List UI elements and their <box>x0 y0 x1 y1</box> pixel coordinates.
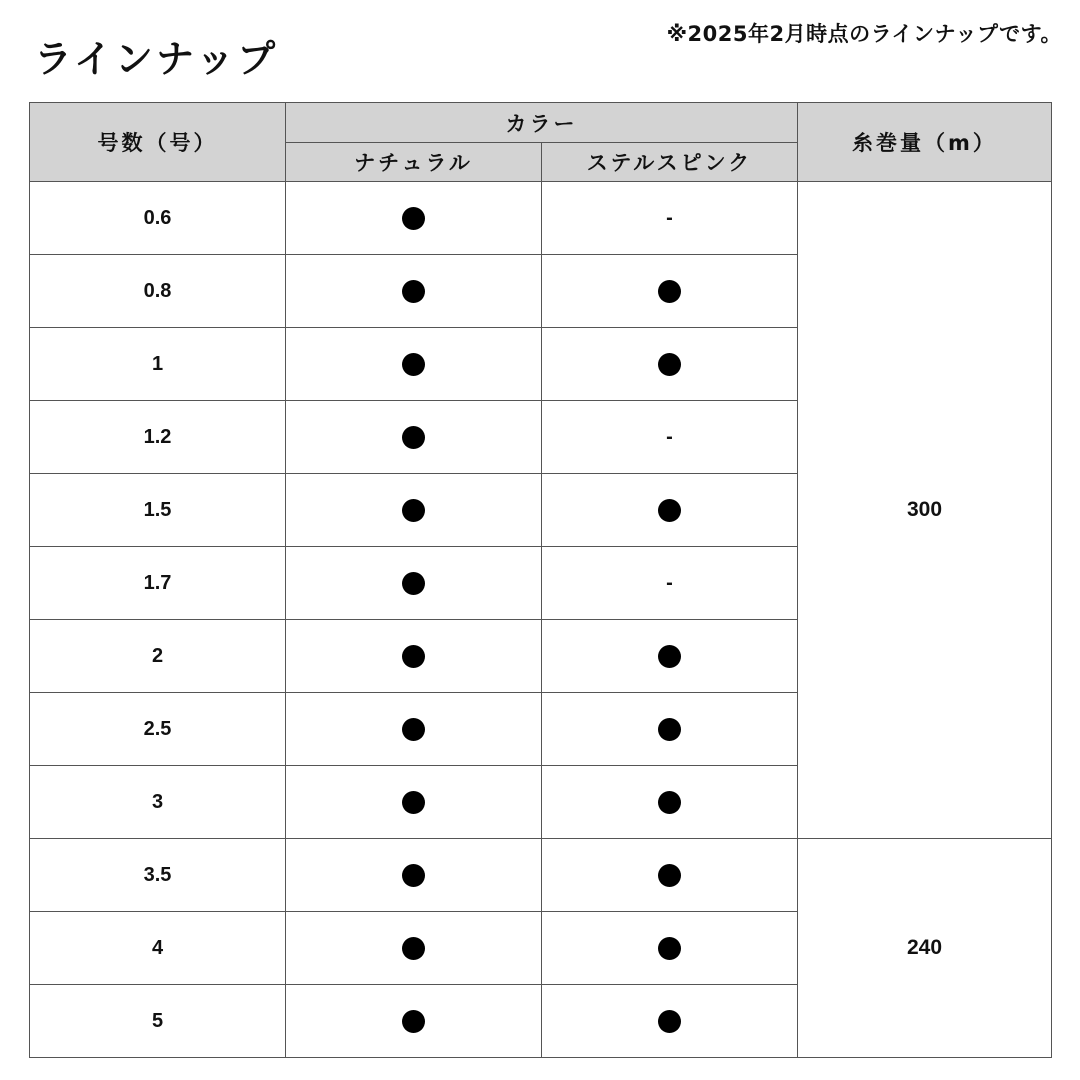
available-dot-icon <box>402 280 425 303</box>
availability-natural-cell <box>286 620 542 693</box>
availability-natural-cell <box>286 766 542 839</box>
availability-natural-cell <box>286 547 542 620</box>
table-row <box>30 182 1052 255</box>
availability-natural-cell <box>286 474 542 547</box>
available-dot-icon <box>402 353 425 376</box>
header-size: 号数（号） <box>30 103 286 182</box>
available-dot-icon <box>402 207 425 230</box>
unavailable-dash: - <box>666 206 673 229</box>
page-title: ラインナップ <box>34 37 279 81</box>
size-cell: 1.2 <box>30 401 286 474</box>
header-color-group: カラー <box>286 103 798 143</box>
size-cell: 1.5 <box>30 474 286 547</box>
availability-stealth-pink-cell <box>542 985 798 1058</box>
header-color-stealth-pink: ステルスピンク <box>542 143 798 182</box>
availability-natural-cell <box>286 693 542 766</box>
availability-stealth-pink-cell <box>542 912 798 985</box>
availability-stealth-pink-cell <box>542 766 798 839</box>
available-dot-icon <box>402 718 425 741</box>
availability-stealth-pink-cell <box>542 328 798 401</box>
size-cell: 3 <box>30 766 286 839</box>
size-cell: 4 <box>30 912 286 985</box>
header-length: 糸巻量（m） <box>798 103 1052 182</box>
available-dot-icon <box>658 1010 681 1033</box>
availability-natural-cell <box>286 328 542 401</box>
available-dot-icon <box>402 791 425 814</box>
availability-stealth-pink-cell <box>542 693 798 766</box>
availability-natural-cell <box>286 401 542 474</box>
table-row <box>30 839 1052 912</box>
available-dot-icon <box>402 426 425 449</box>
availability-stealth-pink-cell <box>542 182 798 255</box>
availability-natural-cell <box>286 912 542 985</box>
availability-natural-cell <box>286 985 542 1058</box>
available-dot-icon <box>402 499 425 522</box>
size-cell: 5 <box>30 985 286 1058</box>
available-dot-icon <box>402 937 425 960</box>
available-dot-icon <box>402 645 425 668</box>
available-dot-icon <box>658 280 681 303</box>
available-dot-icon <box>658 645 681 668</box>
lineup-date-note: ※2025年2月時点のラインナップです。 <box>666 22 1062 46</box>
availability-stealth-pink-cell <box>542 255 798 328</box>
table-body <box>30 182 1052 1058</box>
unavailable-dash: - <box>666 571 673 594</box>
availability-stealth-pink-cell <box>542 401 798 474</box>
unavailable-dash: - <box>666 425 673 448</box>
size-cell: 0.6 <box>30 182 286 255</box>
length-cell: 300 <box>798 182 1052 839</box>
availability-stealth-pink-cell <box>542 620 798 693</box>
available-dot-icon <box>402 572 425 595</box>
size-cell: 3.5 <box>30 839 286 912</box>
availability-natural-cell <box>286 839 542 912</box>
available-dot-icon <box>658 353 681 376</box>
size-cell: 0.8 <box>30 255 286 328</box>
availability-stealth-pink-cell <box>542 474 798 547</box>
availability-stealth-pink-cell <box>542 839 798 912</box>
header-color-natural: ナチュラル <box>286 143 542 182</box>
size-cell: 2 <box>30 620 286 693</box>
available-dot-icon <box>658 791 681 814</box>
available-dot-icon <box>658 937 681 960</box>
available-dot-icon <box>658 864 681 887</box>
lineup-table <box>29 102 1052 1058</box>
availability-stealth-pink-cell <box>542 547 798 620</box>
size-cell: 2.5 <box>30 693 286 766</box>
size-cell: 1 <box>30 328 286 401</box>
available-dot-icon <box>402 864 425 887</box>
available-dot-icon <box>658 718 681 741</box>
size-cell: 1.7 <box>30 547 286 620</box>
available-dot-icon <box>658 499 681 522</box>
availability-natural-cell <box>286 255 542 328</box>
length-cell: 240 <box>798 839 1052 1058</box>
availability-natural-cell <box>286 182 542 255</box>
available-dot-icon <box>402 1010 425 1033</box>
